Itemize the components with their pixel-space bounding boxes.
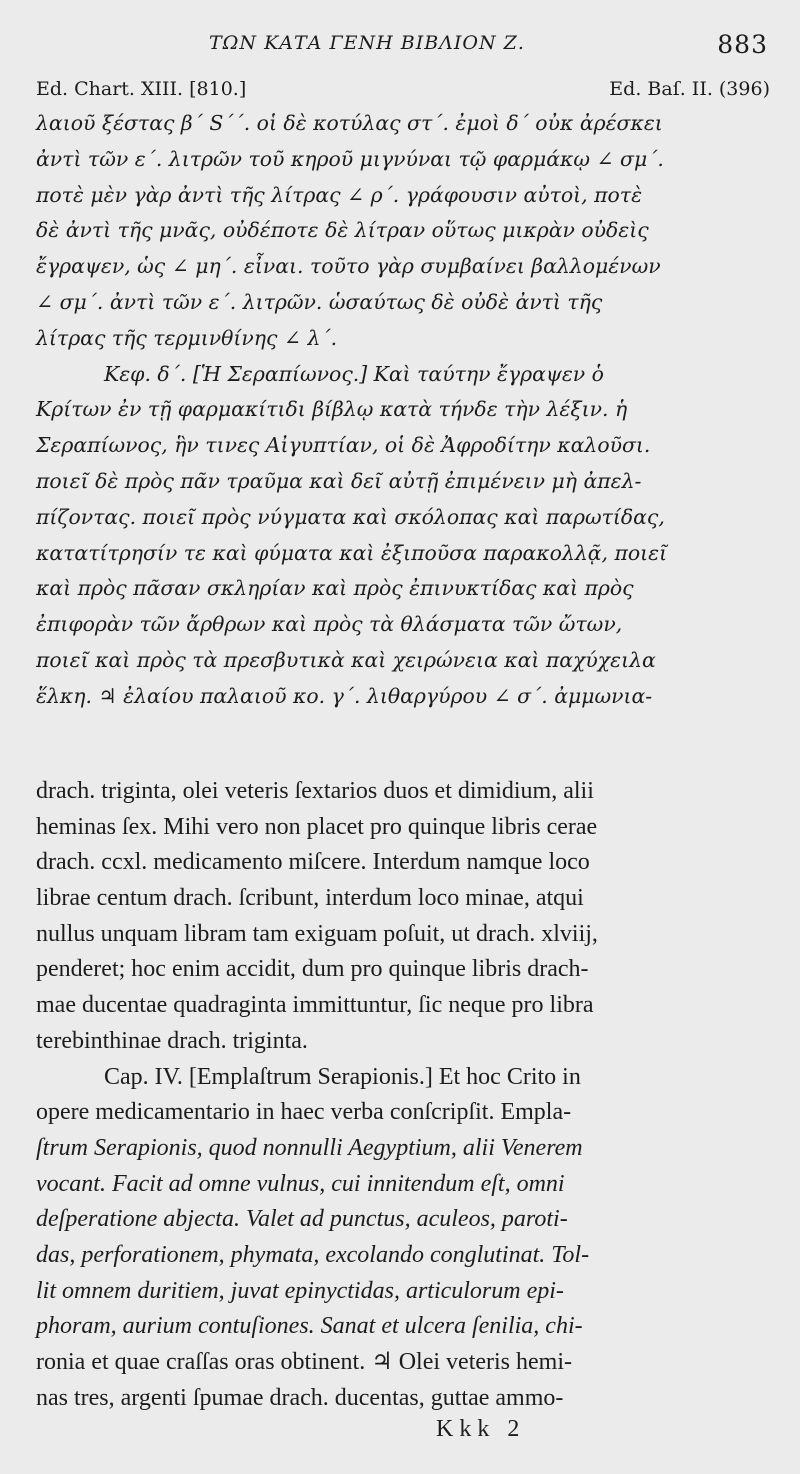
edition-chart-reference: Ed. Chart. XIII. [810.] bbox=[36, 78, 247, 100]
latin-line: das, perforationem, phymata, excolando conglutinat. Tol- bbox=[36, 1241, 590, 1268]
greek-line: καὶ πρὸς πᾶσαν σκληρίαν καὶ πρὸς ἐπινυκτίδας καὶ πρὸς bbox=[36, 576, 634, 601]
latin-line: librae centum drach. ſcribunt, interdum loco minae, atqui bbox=[36, 885, 584, 912]
latin-line: ronia et quae craſſas oras obtinent. ♃ Olei veteris hemi- bbox=[36, 1349, 572, 1375]
greek-line: Σεραπίωνος, ἣν τινες Αἰγυπτίαν, οἱ δὲ Ἀφροδίτην καλοῦσι. bbox=[36, 433, 651, 458]
latin-line: lit omnem duritiem, juvat epinyctidas, articulorum epi- bbox=[36, 1277, 564, 1304]
greek-line: λαιοῦ ξέστας β΄ S΄΄. οἱ δὲ κοτύλας στ΄. ἐμοὶ δ΄ οὐκ ἀρέσκει bbox=[36, 111, 663, 135]
greek-line: λίτρας τῆς τερμινθίνης ∠ λ΄. bbox=[36, 325, 338, 350]
latin-line: penderet; hoc enim accidit, dum pro quinque libris drach- bbox=[36, 956, 589, 983]
latin-line: nullus unquam libram tam exiguam poſuit, ut drach. xlviij, bbox=[36, 920, 598, 947]
greek-line: δὲ ἀντὶ τῆς μνᾶς, οὐδέποτε δὲ λίτραν οὕτως μικρὰν οὐδεὶς bbox=[36, 218, 649, 243]
latin-chapter-heading-line: Cap. IV. [Emplaſtrum Serapionis.] Et hoc Crito in bbox=[104, 1063, 581, 1090]
latin-line: drach. triginta, olei veteris ſextarios duos et dimidium, alii bbox=[36, 778, 594, 804]
page-number: 883 bbox=[717, 30, 768, 59]
greek-line: ποτὲ μὲν γὰρ ἀντὶ τῆς λίτρας ∠ ρ΄. γράφουσιν αὐτοὶ, ποτὲ bbox=[36, 182, 643, 207]
greek-line: ἕλκη. ♃ ἐλαίου παλαιοῦ κο. γ΄. λιθαργύρου ∠ σ΄. ἀμμωνια- bbox=[36, 683, 653, 708]
latin-line: vocant. Facit ad omne vulnus, cui innitendum eſt, omni bbox=[36, 1170, 565, 1197]
greek-line: ἐπιφορὰν τῶν ἄρθρων καὶ πρὸς τὰ θλάσματα τῶν ὤτων, bbox=[36, 612, 623, 637]
running-head bbox=[34, 30, 772, 62]
edition-reference-line bbox=[36, 78, 770, 104]
printer-signature-mark: Kkk 2 bbox=[436, 1416, 526, 1442]
latin-line: phoram, aurium contuſiones. Sanat et ulcera ſenilia, chi- bbox=[36, 1313, 583, 1340]
latin-line: heminas ſex. Mihi vero non placet pro quinque libris cerae bbox=[36, 813, 598, 840]
running-title: ΤΩΝ ΚΑΤΑ ΓΕΝΗ ΒΙΒΛΙΟΝ Ζ. bbox=[209, 32, 525, 54]
greek-text-block bbox=[36, 106, 766, 715]
latin-line: mae ducentae quadraginta immittuntur, ſic neque pro libra bbox=[36, 992, 594, 1019]
edition-basel-reference: Ed. Baſ. II. (396) bbox=[609, 78, 770, 100]
greek-line: ποιεῖ καὶ πρὸς τὰ πρεσβυτικὰ καὶ χειρώνεια καὶ παχύχειλα bbox=[36, 647, 656, 672]
latin-line: nas tres, argenti ſpumae drach. ducentas, guttae ammo- bbox=[36, 1384, 564, 1411]
greek-line: Κρίτων ἐν τῇ φαρμακίτιδι βίβλῳ κατὰ τήνδε τὴν λέξιν. ἡ bbox=[36, 397, 628, 422]
greek-chapter-heading-line: Κεφ. δ΄. [Ἡ Σεραπίωνος.] Καὶ ταύτην ἔγραψεν ὁ bbox=[104, 361, 604, 386]
latin-line: deſperatione abjecta. Valet ad punctus, aculeos, paroti- bbox=[36, 1206, 568, 1233]
greek-line: ∠ σμ΄. ἀντὶ τῶν ε΄. λιτρῶν. ὡσαύτως δὲ οὐδὲ ἀντὶ τῆς bbox=[36, 289, 603, 314]
greek-line: κατατίτρησίν τε καὶ φύματα καὶ ἐξιποῦσα παρακολλᾷ, ποιεῖ bbox=[36, 540, 668, 565]
greek-line: ποιεῖ δὲ πρὸς πᾶν τραῦμα καὶ δεῖ αὐτῇ ἐπιμένειν μὴ ἀπελ- bbox=[36, 468, 642, 493]
greek-line: ἔγραψεν, ὡς ∠ μη΄. εἶναι. τοῦτο γὰρ συμβαίνει βαλλομένων bbox=[36, 254, 661, 279]
latin-line: opere medicamentario in haec verba conſcripſit. Empla- bbox=[36, 1099, 572, 1126]
greek-line: πίζοντας. ποιεῖ πρὸς νύγματα καὶ σκόλοπας καὶ παρωτίδας, bbox=[36, 504, 665, 529]
latin-text-block bbox=[36, 774, 766, 1416]
latin-line: drach. ccxl. medicamento miſcere. Interdum namque loco bbox=[36, 849, 590, 876]
latin-line: ſtrum Serapionis, quod nonnulli Aegyptium, alii Venerem bbox=[36, 1134, 583, 1161]
latin-line: terebinthinae drach. triginta. bbox=[36, 1027, 308, 1054]
greek-line: ἀντὶ τῶν ε΄. λιτρῶν τοῦ κηροῦ μιγνύναι τῷ φαρμάκῳ ∠ σμ΄. bbox=[36, 146, 664, 171]
